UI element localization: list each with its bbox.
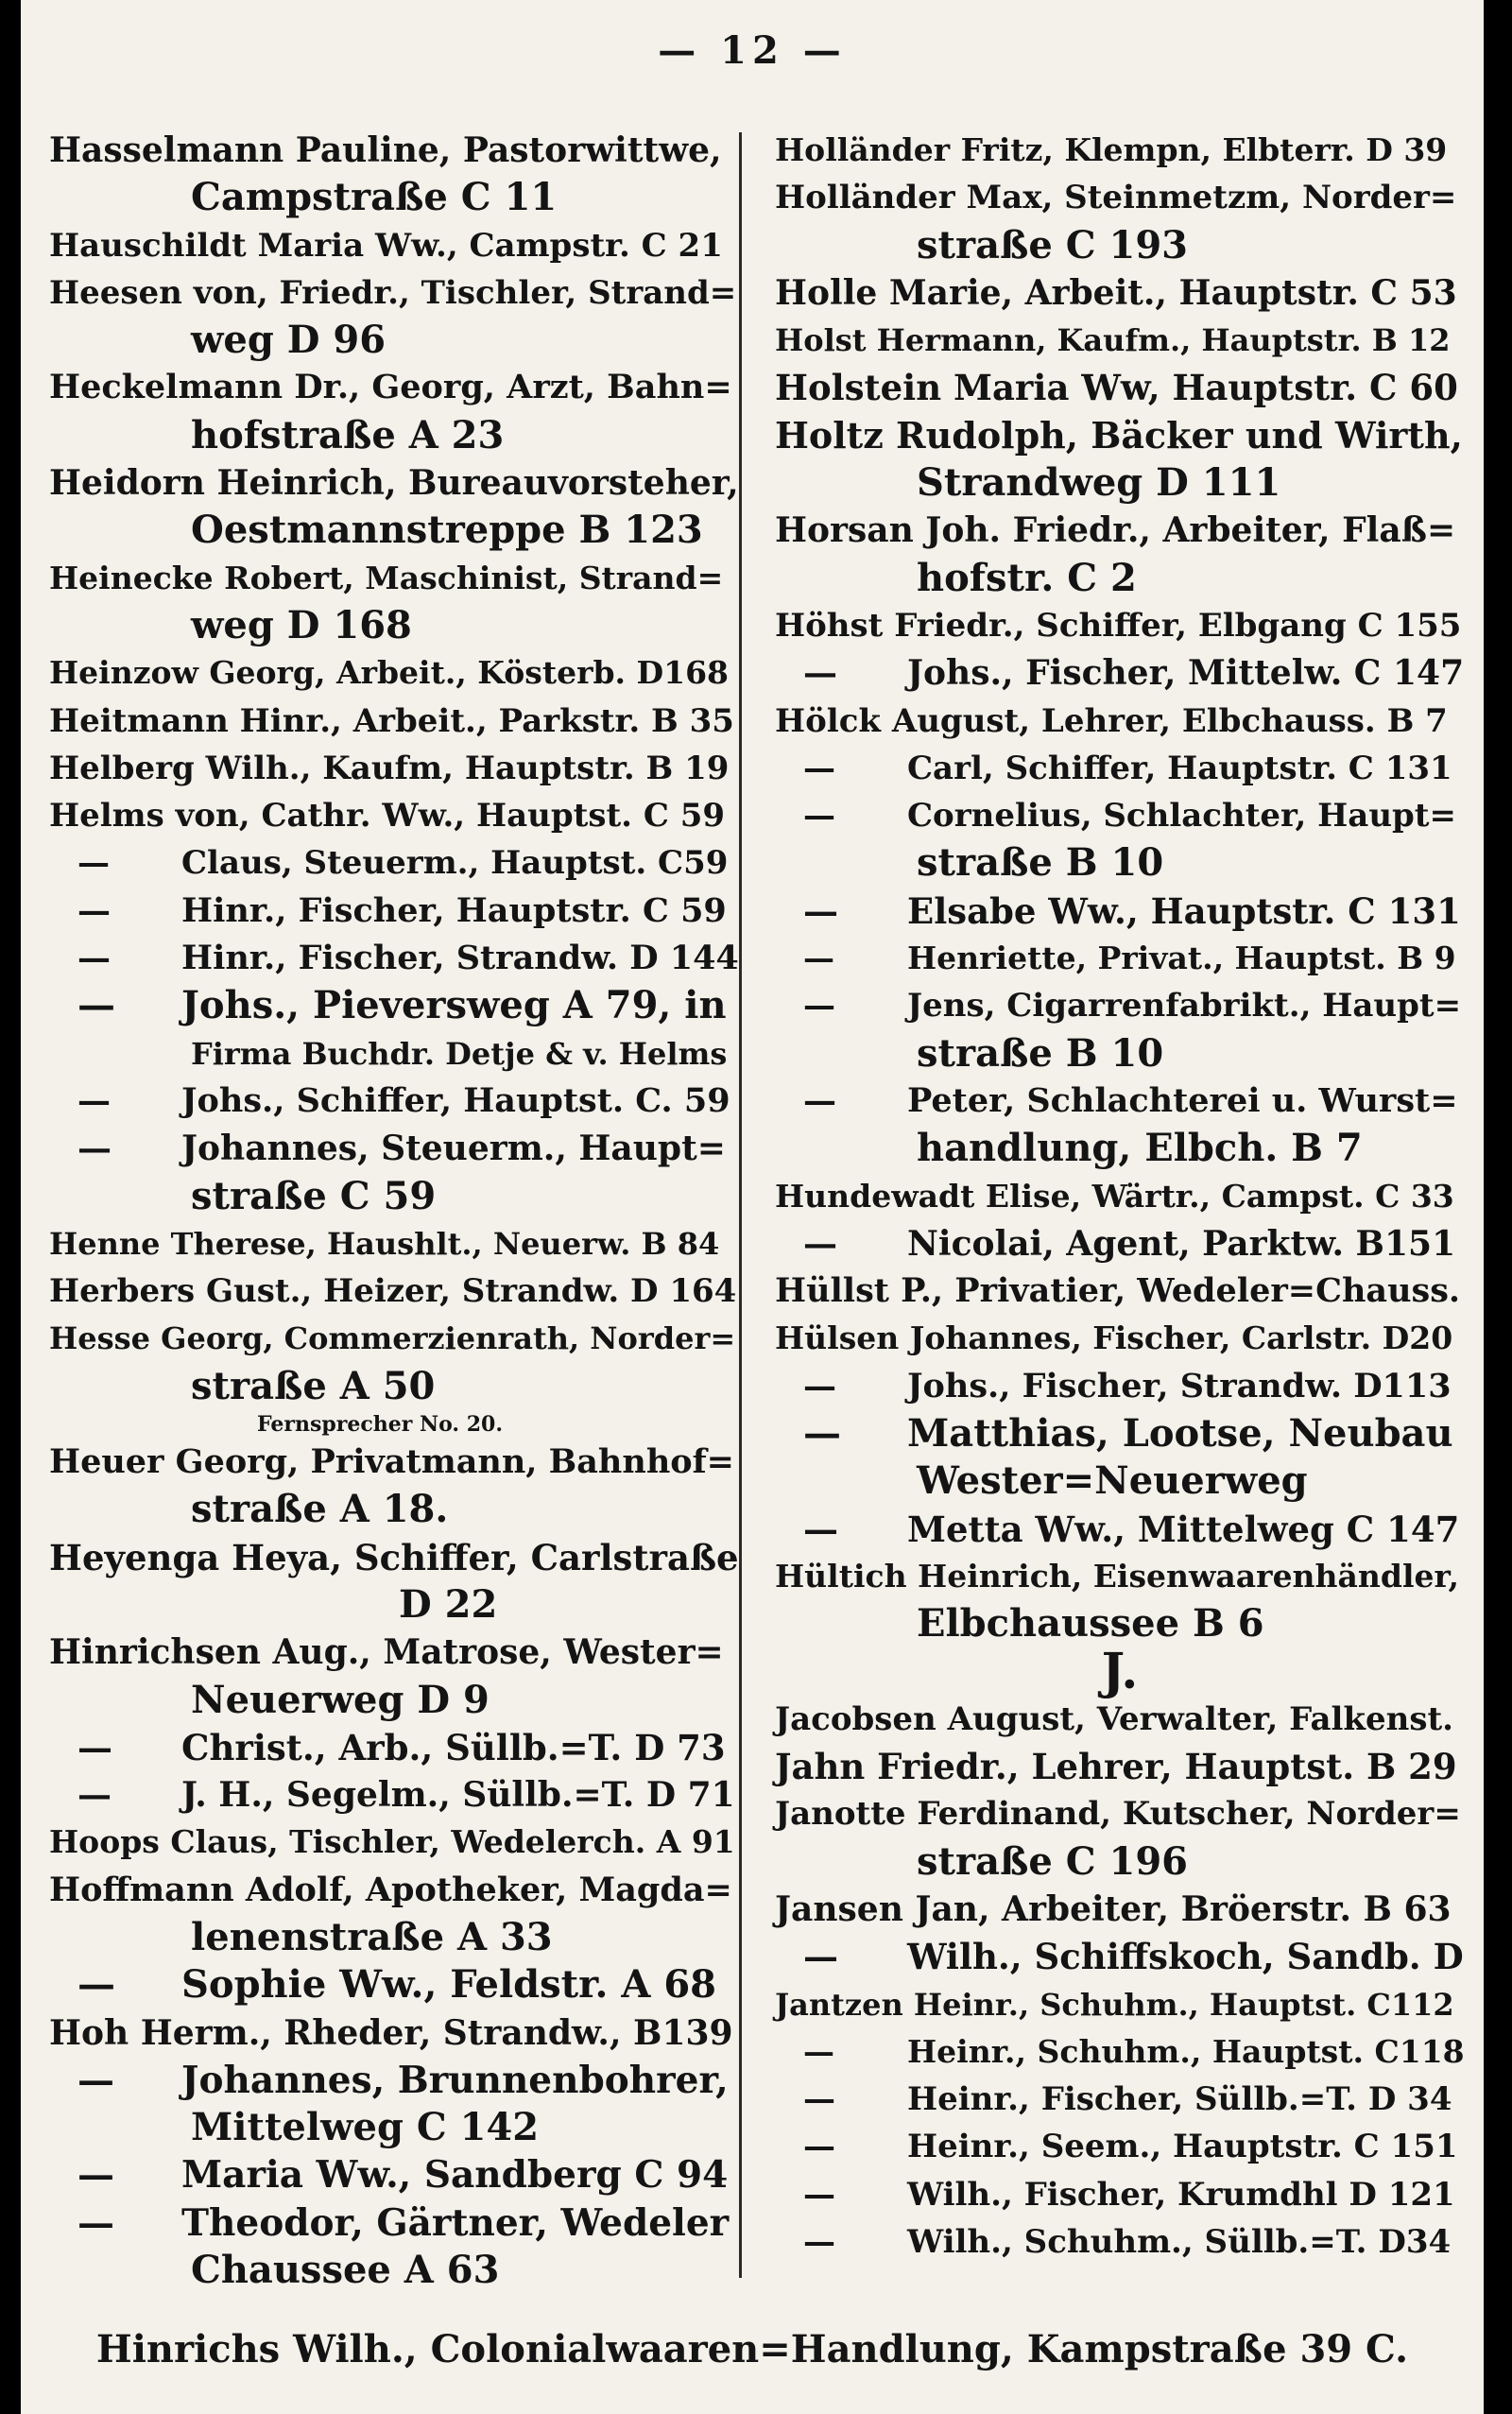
- entry-line: — Peter, Schlachterei u. Wurst=: [775, 1078, 1465, 1125]
- entry-line: — Maria Ww., Sandberg C 94: [49, 2151, 739, 2198]
- entry-line: Heitmann Hinr., Arbeit., Parkstr. B 35: [49, 701, 734, 740]
- entry-line: Helberg Wilh., Kaufm, Hauptstr. B 19: [49, 749, 730, 787]
- entry-line: — J. H., Segelm., Süllb.=T. D 71: [49, 1771, 739, 1819]
- entry-line: Firma Buchdr. Detje & v. Helms: [191, 1035, 728, 1072]
- entry-line: Hülsen Johannes, Fischer, Carlstr. D20: [775, 1319, 1453, 1357]
- entry-line: Jansen Jan, Arbeiter, Bröerstr. B 63: [775, 1888, 1452, 1929]
- entry-line: — Jens, Cigarrenfabrikt., Haupt=: [775, 982, 1465, 1029]
- entry-line: — Wilh., Fischer, Krumdhl D 121: [775, 2171, 1465, 2218]
- entry-line: — Elsabe Ww., Hauptstr. C 131: [775, 888, 1465, 935]
- entry-line: — Carl, Schiffer, Hauptstr. C 131: [775, 745, 1465, 792]
- entry-line: Elbchaussee B 6: [917, 1601, 1264, 1647]
- entry-line: Neuerweg D 9: [191, 1677, 490, 1722]
- entry-line: — Metta Ww., Mittelweg C 147: [775, 1506, 1465, 1553]
- entry-line: — Johannes, Brunnenbohrer,: [49, 2057, 739, 2104]
- entry-line: Heidorn Heinrich, Bureauvorsteher,: [49, 463, 739, 504]
- entry-line: straße B 10: [917, 840, 1164, 886]
- entry-line: — Nicolai, Agent, Parktw. B151: [775, 1220, 1465, 1267]
- entry-line: lenenstraße A 33: [191, 1914, 553, 1959]
- entry-line: Hesse Georg, Commerzienrath, Norder=: [49, 1320, 736, 1357]
- entry-line: Jahn Friedr., Lehrer, Hauptst. B 29: [775, 1746, 1457, 1788]
- entry-line: — Johs., Fischer, Mittelw. C 147: [775, 649, 1465, 697]
- entry-line: — Claus, Steuerm., Hauptst. C59: [49, 839, 739, 887]
- telephone-note: Fernsprecher No. 20.: [257, 1412, 503, 1438]
- entry-line: Hüllst P., Privatier, Wedeler=Chauss.: [775, 1271, 1461, 1311]
- entry-line: — Sophie Ww., Feldstr. A 68: [49, 1961, 739, 2009]
- entry-line: Heinzow Georg, Arbeit., Kösterb. D168: [49, 654, 730, 692]
- entry-line: Hinrichsen Aug., Matrose, Wester=: [49, 1632, 724, 1673]
- entry-line: Henne Therese, Haushlt., Neuerw. B 84: [49, 1225, 720, 1262]
- entry-line: D 22: [399, 1581, 498, 1627]
- entry-line: straße A 18.: [191, 1487, 449, 1532]
- entry-line: Heuer Georg, Privatmann, Bahnhof=: [49, 1442, 735, 1482]
- entry-line: Holle Marie, Arbeit., Hauptstr. C 53: [775, 272, 1457, 313]
- entry-line: Hundewadt Elise, Wärtr., Campst. C 33: [775, 1177, 1454, 1215]
- entry-line: straße C 196: [917, 1838, 1189, 1884]
- entry-line: hofstr. C 2: [917, 555, 1137, 600]
- entry-line: Heckelmann Dr., Georg, Arzt, Bahn=: [49, 368, 732, 407]
- entry-line: — Wilh., Schuhm., Süllb.=T. D34: [775, 2218, 1465, 2266]
- entry-line: Holtz Rudolph, Bäcker und Wirth,: [775, 413, 1463, 457]
- entry-line: Hültich Heinrich, Eisenwaarenhändler,: [775, 1557, 1460, 1595]
- entry-line: — Johs., Fischer, Strandw. D113: [775, 1363, 1465, 1410]
- entry-line: Horsan Joh. Friedr., Arbeiter, Flaß=: [775, 510, 1456, 551]
- entry-line: — Cornelius, Schlachter, Haupt=: [775, 792, 1465, 839]
- entry-line: Oestmannstreppe B 123: [191, 508, 703, 553]
- entry-line: — Hinr., Fischer, Strandw. D 144: [49, 935, 739, 982]
- entry-line: — Matthias, Lootse, Neubau: [775, 1410, 1465, 1457]
- entry-line: — Christ., Arb., Süllb.=T. D 73: [49, 1724, 739, 1771]
- entry-line: Höhst Friedr., Schiffer, Elbgang C 155: [775, 606, 1462, 645]
- entry-line: — Henriette, Privat., Hauptst. B 9: [775, 935, 1465, 982]
- entry-line: Wester=Neuerweg: [917, 1458, 1308, 1504]
- entry-line: Chaussee A 63: [191, 2248, 500, 2293]
- entry-line: Hasselmann Pauline, Pastorwittwe,: [49, 130, 722, 170]
- entry-line: Campstraße C 11: [191, 175, 558, 220]
- entry-line: straße B 10: [917, 1030, 1164, 1076]
- entry-line: — Johannes, Steuerm., Haupt=: [49, 1125, 739, 1172]
- entry-line: Heyenga Heya, Schiffer, Carlstraße: [49, 1536, 739, 1578]
- entry-line: straße C 193: [917, 222, 1189, 267]
- entry-line: Jacobsen August, Verwalter, Falkenst.: [775, 1699, 1454, 1738]
- entry-line: Mittelweg C 142: [191, 2105, 540, 2150]
- entry-line: Herbers Gust., Heizer, Strandw. D 164: [49, 1272, 737, 1311]
- entry-line: Hoops Claus, Tischler, Wedelerch. A 91: [49, 1823, 735, 1861]
- entry-line: — Heinr., Schuhm., Hauptst. C118: [775, 2028, 1465, 2076]
- entry-line: — Heinr., Fischer, Süllb.=T. D 34: [775, 2076, 1465, 2123]
- entry-line: — Wilh., Schiffskoch, Sandb. D: [775, 1933, 1465, 1980]
- entry-line: — Theodor, Gärtner, Wedeler: [49, 2199, 739, 2247]
- entry-line: — Johs., Schiffer, Hauptst. C. 59: [49, 1078, 739, 1125]
- entry-line: Holstein Maria Ww, Hauptstr. C 60: [775, 367, 1458, 409]
- entry-line: Hölck August, Lehrer, Elbchauss. B 7: [775, 701, 1448, 740]
- entry-line: straße C 59: [191, 1173, 437, 1218]
- entry-line: Heesen von, Friedr., Tischler, Strand=: [49, 273, 737, 312]
- column-divider: [739, 132, 742, 2278]
- entry-line: — Johs., Pieversweg A 79, in: [49, 982, 739, 1029]
- section-letter: J.: [1101, 1642, 1139, 1700]
- entry-line: handlung, Elbch. B 7: [917, 1126, 1363, 1171]
- entry-line: — Hinr., Fischer, Hauptstr. C 59: [49, 888, 739, 935]
- right-column: [775, 127, 1465, 2266]
- entry-line: Holst Hermann, Kaufm., Hauptstr. B 12: [775, 322, 1451, 359]
- entry-line: weg D 168: [191, 602, 412, 647]
- left-column: [49, 127, 739, 2294]
- entry-line: Strandweg D 111: [917, 460, 1281, 506]
- footer-advertisement: Hinrichs Wilh., Colonialwaaren=Handlung, Kampstraße 39 C.: [95, 2327, 1409, 2371]
- entry-line: Helms von, Cathr. Ww., Hauptst. C 59: [49, 797, 726, 836]
- entry-line: Hoh Herm., Rheder, Strandw., B139: [49, 2012, 733, 2053]
- entry-line: Hoffmann Adolf, Apotheker, Magda=: [49, 1870, 732, 1909]
- directory-page: [21, 0, 1484, 2414]
- page-number: — 12 —: [658, 28, 847, 73]
- entry-line: weg D 96: [191, 318, 387, 363]
- entry-line: Hauschildt Maria Ww., Campstr. C 21: [49, 226, 723, 265]
- entry-line: Heinecke Robert, Maschinist, Strand=: [49, 559, 724, 596]
- entry-line: — Heinr., Seem., Hauptstr. C 151: [775, 2123, 1465, 2170]
- entry-line: Holländer Max, Steinmetzm, Norder=: [775, 179, 1457, 217]
- entry-line: straße A 50: [191, 1363, 436, 1408]
- entry-line: Janotte Ferdinand, Kutscher, Norder=: [775, 1795, 1461, 1834]
- entry-line: hofstraße A 23: [191, 412, 505, 457]
- entry-line: Holländer Fritz, Klempn, Elbterr. D 39: [775, 131, 1448, 168]
- entry-line: Jantzen Heinr., Schuhm., Hauptst. C112: [775, 1986, 1454, 2023]
